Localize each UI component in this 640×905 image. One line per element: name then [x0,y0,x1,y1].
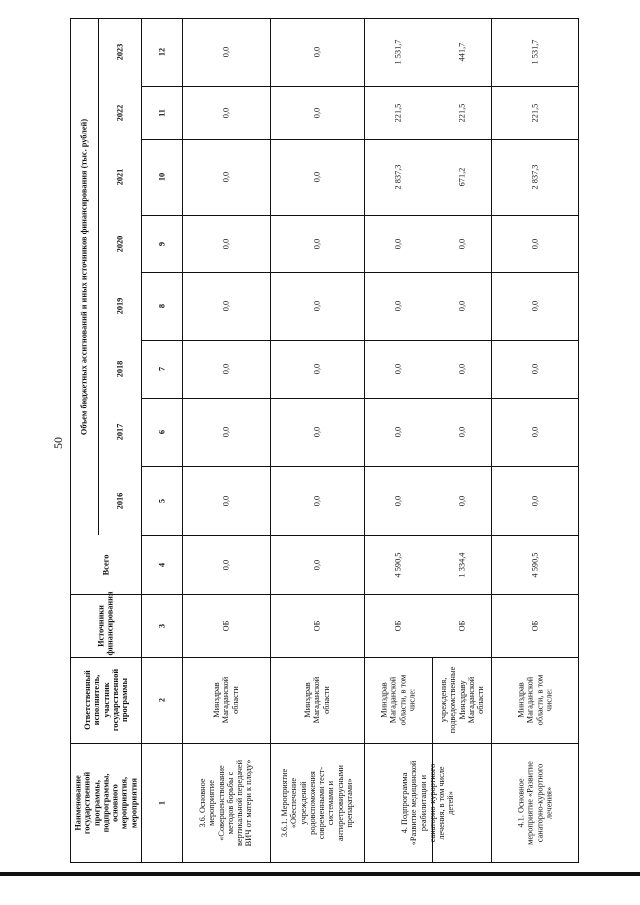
header-year-2019-text: 2019 [114,297,124,315]
row-3-sub-source [432,594,491,657]
row-1-year-2022-text: 0,0 [221,107,231,118]
header-year-2021 [98,139,141,215]
row-3-sub-total [432,535,491,594]
row-3-year-2023-text: 1 531,7 [393,39,403,65]
row-3-source-text: ОБ [393,620,403,631]
header-name-text: Наименование государственной программы, подпрограммы, основного мероприятия, мероприятия [73,771,138,834]
header-group-text: Объем бюджетных ассигнований и иных источников финансирования (тыс. рублей) [79,118,89,435]
row-2-year-2018-text: 0,0 [312,363,322,375]
row-3-year-2020-text: 0,0 [393,238,403,249]
col-number-5-text: 5 [156,498,166,503]
row-3-executor-text: Минздрав Магаданской области, в том числе: [379,674,417,726]
row-3-sub-year-2018-text: 0,0 [456,363,466,375]
page-number: 50 [51,437,65,449]
col-number-7 [141,340,182,398]
header-year-2019 [98,272,141,340]
header-year-2022 [98,86,141,139]
row-2-year-2017 [270,398,364,466]
col-number-5 [141,466,182,535]
col-number-11 [141,86,182,139]
header-name [70,743,141,862]
row-4-year-2019-text: 0,0 [529,300,539,312]
row-3-sub-year-2017-text: 0,0 [456,426,466,438]
row-2-source [270,594,364,657]
row-4-name [491,743,578,862]
col-number-4-text: 4 [156,562,166,567]
header-year-2017 [98,398,141,466]
row-4-executor-text: Минздрав Магаданской области, в том числе: [515,674,553,726]
header-year-2016-text: 2016 [114,492,124,509]
row-2-year-2019-text: 0,0 [312,300,322,312]
row-2-year-2022-text: 0,0 [312,107,322,118]
row-3-sub-year-2020-text: 0,0 [456,238,466,249]
row-3-year-2017 [364,398,432,466]
header-year-2018 [98,340,141,398]
row-3-sub-year-2019 [432,272,491,340]
row-4-total-text: 4 590,5 [529,552,539,577]
row-1-name [182,743,270,862]
header-year-2023-text: 2023 [114,43,124,61]
col-number-10 [141,139,182,215]
row-4-year-2018-text: 0,0 [529,363,539,375]
row-2-year-2020 [270,215,364,272]
col-number-1-text: 1 [156,800,166,805]
col-number-3 [141,594,182,657]
row-3-year-2021-text: 2 837,3 [393,164,403,190]
bottom-rule [0,872,640,876]
row-1-year-2023-text: 0,0 [221,46,231,58]
row-2-executor [270,657,364,743]
header-total [70,535,141,594]
col-number-9 [141,215,182,272]
col-number-9-text: 9 [156,241,166,246]
row-4-year-2019 [491,272,578,340]
row-3-year-2022-text: 221,5 [393,103,403,122]
row-3-sub-year-2022-text: 221,5 [456,103,466,122]
header-total-text: Всего [100,554,110,575]
col-number-1 [141,743,182,862]
row-3-year-2016-text: 0,0 [393,495,403,506]
row-2-total-text: 0,0 [312,559,322,570]
row-4-year-2023-text: 1 531,7 [529,39,539,65]
col-number-4 [141,535,182,594]
header-year-2018-text: 2018 [114,360,124,378]
header-year-2020-text: 2020 [114,235,124,252]
row-3-year-2020 [364,215,432,272]
header-group [70,18,98,535]
header-year-2017-text: 2017 [114,423,124,441]
row-2-year-2020-text: 0,0 [312,238,322,249]
row-3-sub-executor [432,657,491,743]
col-number-7-text: 7 [156,366,166,372]
col-number-8 [141,272,182,340]
row-1-year-2018 [182,340,270,398]
row-4-year-2021 [491,139,578,215]
row-3-year-2022 [364,86,432,139]
row-2-year-2021-text: 0,0 [312,171,322,183]
row-3-total-text: 4 590,5 [393,552,403,577]
row-3-sub-year-2018 [432,340,491,398]
row-1-year-2022 [182,86,270,139]
row-1-year-2020-text: 0,0 [221,238,231,249]
row-1-year-2018-text: 0,0 [221,363,231,375]
row-4-year-2023 [491,18,578,86]
row-3-sub-year-2023-text: 441,7 [456,42,466,62]
table-border-right [578,18,579,863]
row-4-year-2017 [491,398,578,466]
row-3-source [364,594,432,657]
row-1-total [182,535,270,594]
row-4-executor [491,657,578,743]
row-2-year-2023-text: 0,0 [312,46,322,58]
row-3-year-2021 [364,139,432,215]
row-3-sub-year-2016 [432,466,491,535]
row-3-sub-year-2020 [432,215,491,272]
row-1-year-2019 [182,272,270,340]
row-3-year-2017-text: 0,0 [393,426,403,438]
row-4-year-2022 [491,86,578,139]
row-3-sub-source-text: ОБ [456,620,466,631]
row-2-year-2022 [270,86,364,139]
row-2-source-text: ОБ [312,620,322,631]
row-2-year-2018 [270,340,364,398]
header-source [70,591,141,657]
row-1-executor [182,657,270,743]
row-3-sub-executor-text: учреждения, подведомственные Минздраву Магаданской области [438,666,485,734]
row-3-sub-year-2017 [432,398,491,466]
row-3-executor [364,657,432,743]
row-3-year-2019-text: 0,0 [393,300,403,312]
row-3-name [364,743,491,862]
row-2-year-2019 [270,272,364,340]
col-number-12 [141,18,182,86]
col-number-11-text: 11 [156,108,166,117]
row-1-total-text: 0,0 [221,559,231,570]
row-3-year-2018-text: 0,0 [393,363,403,375]
col-number-12-text: 12 [156,47,166,57]
row-4-year-2018 [491,340,578,398]
row-4-total [491,535,578,594]
col-number-6 [141,398,182,466]
row-4-name-text: 4.1. Основное мероприятие «Развитие санаторно-курортного лечения» [515,760,553,845]
row-4-year-2021-text: 2 837,3 [529,164,539,190]
col-number-2 [141,657,182,743]
col-number-3-text: 3 [156,623,166,628]
row-1-year-2016-text: 0,0 [221,495,231,506]
row-1-year-2016 [182,466,270,535]
row-4-year-2016-text: 0,0 [529,495,539,506]
row-1-year-2021-text: 0,0 [221,171,231,183]
row-2-year-2017-text: 0,0 [312,426,322,438]
row-1-year-2021 [182,139,270,215]
row-1-source [182,594,270,657]
row-1-year-2020 [182,215,270,272]
row-2-year-2016 [270,466,364,535]
row-3-sub-year-2021-text: 671,2 [456,167,466,187]
row-3-name-text: 4. Подпрограмма «Развитие медицинской реабилитации и санаторно-курортного лечения, в том числе детей» [399,760,456,845]
header-year-2016 [98,466,141,535]
col-number-8-text: 8 [156,303,166,309]
row-4-year-2016 [491,466,578,535]
row-1-executor-text: Минздрав Магаданской области [212,676,240,724]
row-2-executor-text: Минздрав Магаданской области [303,676,331,724]
row-1-name-text: 3.6. Основное мероприятие «Совершенствование методов борьбы с вертикальной передачей ВИЧ от матери к плоду» [198,759,254,846]
row-3-year-2019 [364,272,432,340]
header-year-2021-text: 2021 [114,168,124,186]
header-source-text: Источники финансирования [96,591,115,655]
row-4-year-2017-text: 0,0 [529,426,539,438]
row-2-year-2021 [270,139,364,215]
row-4-year-2020-text: 0,0 [529,238,539,249]
col-number-6-text: 6 [156,429,166,435]
row-4-year-2020 [491,215,578,272]
col-number-10-text: 10 [156,172,166,182]
header-year-2022-text: 2022 [114,104,124,121]
row-1-source-text: ОБ [221,620,231,631]
row-3-year-2016 [364,466,432,535]
row-2-year-2016-text: 0,0 [312,495,322,506]
row-2-name-text: 3.6.1. Мероприятие «Обеспечение учреждений родовспоможения современными тест- системами и антиретровирусными препаратами» [279,764,354,841]
header-year-2020 [98,215,141,272]
row-3-year-2023 [364,18,432,86]
row-4-year-2022-text: 221,5 [529,103,539,122]
row-3-sub-year-2022 [432,86,491,139]
row-1-year-2019-text: 0,0 [221,300,231,312]
row-2-year-2023 [270,18,364,86]
header-executor-text: Ответственный исполнитель, участник государственной программы [82,668,129,732]
row-3-sub-year-2021 [432,139,491,215]
row-3-sub-year-2016-text: 0,0 [456,495,466,506]
row-3-sub-year-2019-text: 0,0 [456,300,466,312]
header-year-2023 [98,18,141,86]
row-4-source-text: ОБ [529,620,539,631]
row-2-total [270,535,364,594]
row-1-year-2023 [182,18,270,86]
row-1-year-2017-text: 0,0 [221,426,231,438]
row-2-name [270,743,364,862]
col-number-2-text: 2 [156,697,166,703]
row-4-source [491,594,578,657]
row-1-year-2017 [182,398,270,466]
row-3-year-2018 [364,340,432,398]
header-executor [70,657,141,743]
row-3-sub-total-text: 1 334,4 [456,552,466,577]
row-3-sub-year-2023 [432,18,491,86]
row-3-total [364,535,432,594]
table-border-bottom [70,862,578,863]
